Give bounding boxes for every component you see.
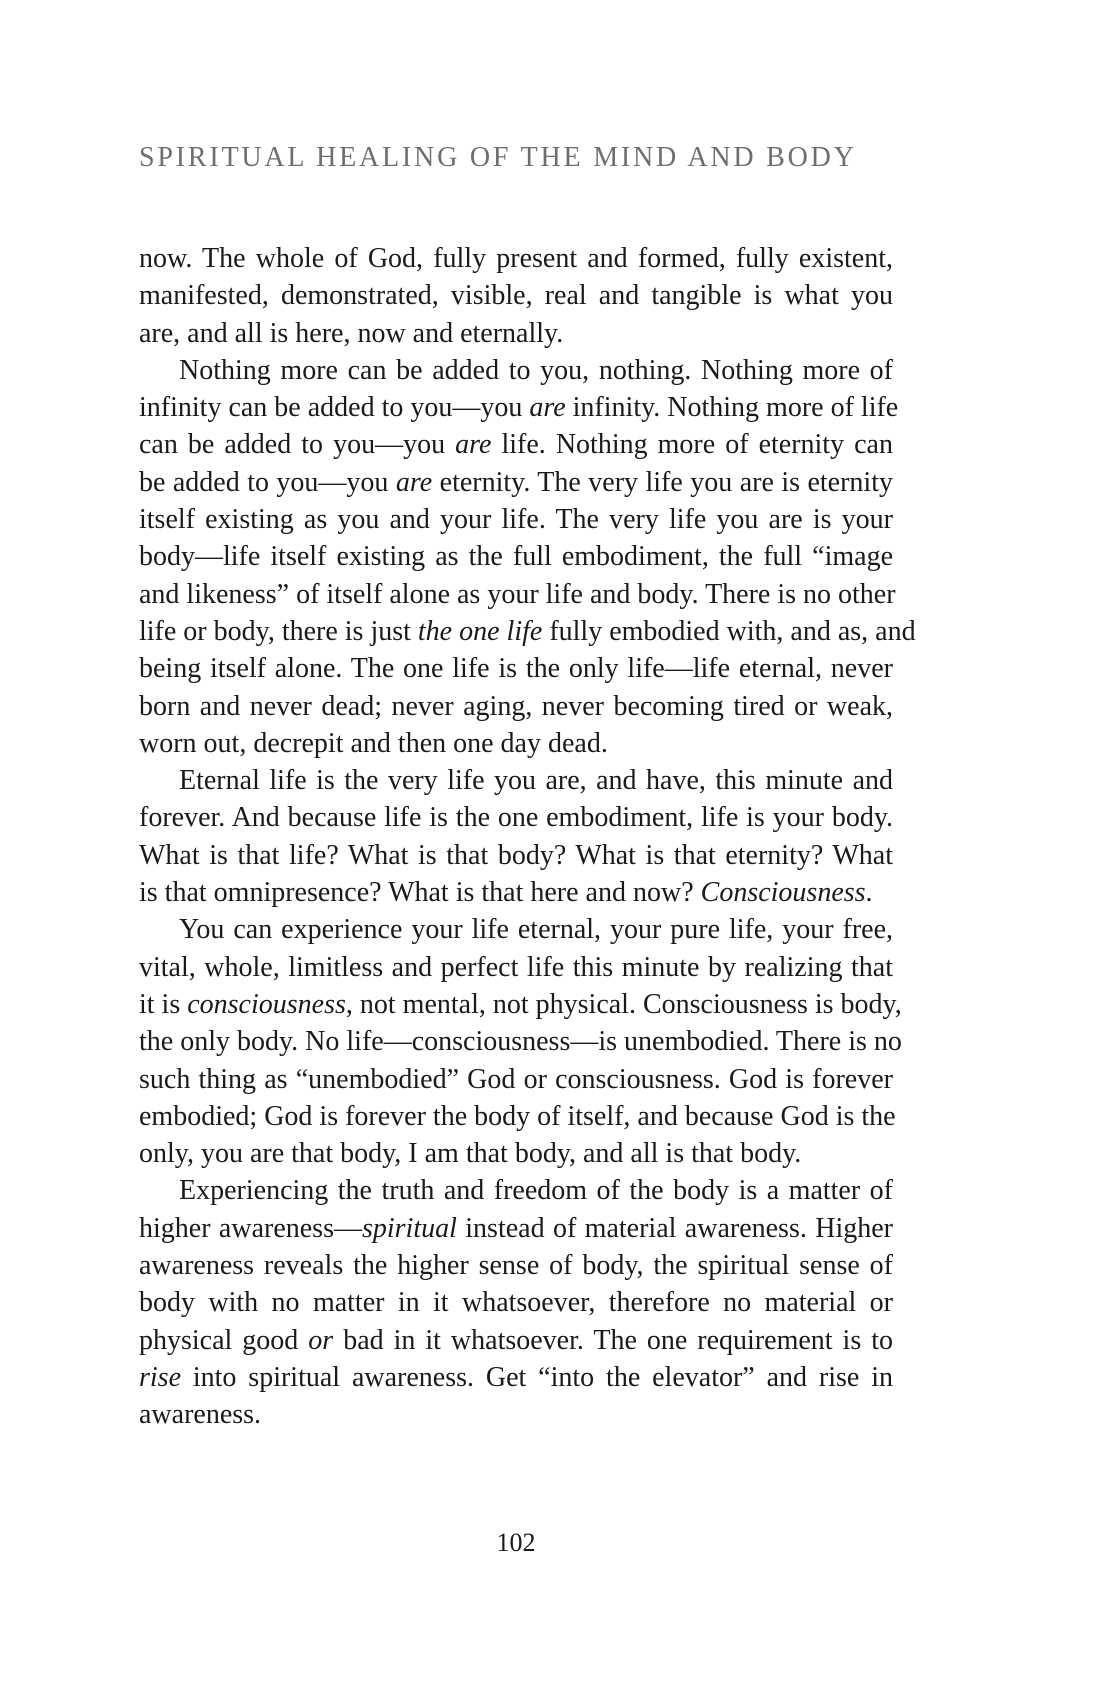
text-line: being itself alone. The one life is the only life—life eternal, never [139, 653, 893, 685]
text-line: physical good or bad in it whatsoever. The one requirement is to [139, 1324, 894, 1356]
text-line: are, and all is here, now and eternally. [139, 317, 564, 349]
text-line: rise into spiritual awareness. Get “into the elevator” and rise in [139, 1361, 893, 1393]
text-line: awareness. [139, 1399, 262, 1431]
text-line: and likeness” of itself alone as your life and body. There is no other [139, 578, 896, 610]
text-line: vital, whole, limitless and perfect life this minute by realizing that [139, 951, 893, 983]
text-line: is that omnipresence? What is that here and now? Consciousness. [139, 877, 873, 909]
text-line: only, you are that body, I am that body, and all is that body. [139, 1138, 802, 1170]
book-page [139, 0, 916, 1700]
text-line: higher awareness—spiritual instead of material awareness. Higher [139, 1212, 893, 1244]
text-line: worn out, decrepit and then one day dead. [139, 727, 608, 759]
text-line: can be added to you—you are life. Nothing more of eternity can [139, 429, 893, 461]
text-line: embodied; God is forever the body of itself, and because God is the [139, 1100, 896, 1132]
text-line: Eternal life is the very life you are, and have, this minute and [179, 765, 893, 797]
text-line: now. The whole of God, fully present and formed, fully existent, [139, 243, 893, 274]
text-line: born and never dead; never aging, never becoming tired or weak, [139, 690, 893, 722]
text-line: forever. And because life is the one embodiment, life is your body. [139, 802, 893, 834]
text-line: it is consciousness, not mental, not physical. Consciousness is body, [139, 988, 902, 1020]
paragraph [139, 911, 902, 1172]
text-line: Nothing more can be added to you, nothing. Nothing more of [179, 354, 893, 386]
text-line: the only body. No life—consciousness—is unembodied. There is no [139, 1026, 902, 1058]
body-text [139, 240, 916, 1434]
paragraph [139, 1172, 893, 1433]
page-number: 102 [496, 1528, 536, 1557]
text-line: What is that life? What is that body? What is that eternity? What [139, 839, 893, 871]
text-line: body with no matter in it whatsoever, therefore no material or [139, 1287, 893, 1319]
text-line: manifested, demonstrated, visible, real and tangible is what you [139, 280, 893, 312]
text-line: itself existing as you and your life. The very life you are is your [139, 504, 893, 536]
text-line: awareness reveals the higher sense of body, the spiritual sense of [139, 1250, 893, 1282]
text-line: body—life itself existing as the full embodiment, the full “image [139, 541, 893, 573]
paragraph [139, 762, 893, 911]
paragraph [139, 240, 893, 352]
text-line: such thing as “unembodied” God or consciousness. God is forever [139, 1063, 893, 1095]
running-head: SPIRITUAL HEALING OF THE MIND AND BODY [139, 142, 857, 173]
text-line: be added to you—you are eternity. The very life you are is eternity [139, 466, 893, 498]
text-line: Experiencing the truth and freedom of the body is a matter of [179, 1175, 893, 1207]
text-line: infinity can be added to you—you are infinity. Nothing more of life [139, 392, 899, 424]
text-line: You can experience your life eternal, your pure life, your free, [179, 914, 893, 946]
paragraph [139, 352, 916, 762]
text-line: life or body, there is just the one life fully embodied with, and as, and [139, 615, 916, 647]
